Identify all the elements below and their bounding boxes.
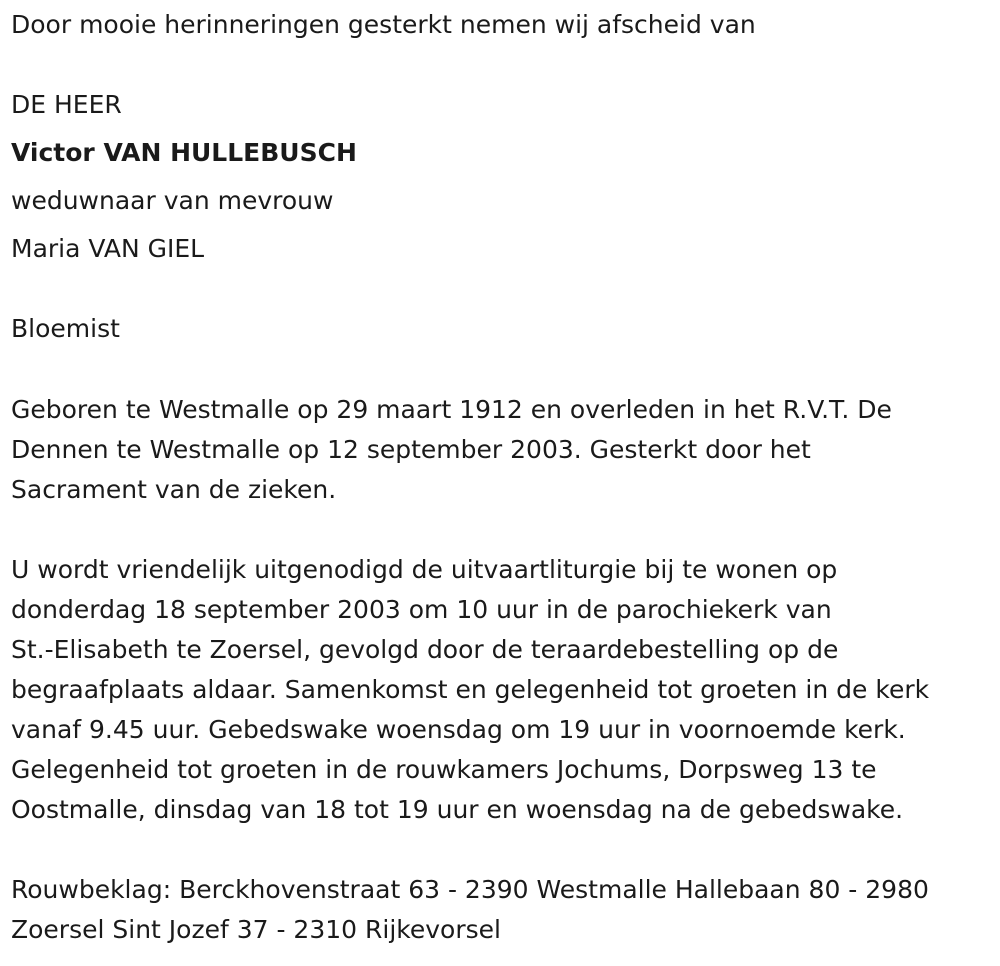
paragraph-line: Geboren te Westmalle op 29 maart 1912 en overleden in het R.V.T. De: [11, 395, 892, 424]
paragraph-line: Gelegenheid tot groeten in de rouwkamers Jochums, Dorpsweg 13 te: [11, 755, 877, 784]
paragraph-line: Oostmalle, dinsdag van 18 tot 19 uur en woensdag na de gebedswake.: [11, 795, 904, 824]
honorific-title: DE HEER: [11, 90, 122, 119]
paragraph-line: U wordt vriendelijk uitgenodigd de uitvaartliturgie bij te wonen op: [11, 555, 838, 584]
relation-text: weduwnaar van mevrouw: [11, 186, 334, 215]
spouse-name: Maria VAN GIEL: [11, 234, 205, 263]
intro-text: Door mooie herinneringen gesterkt nemen wij afscheid van: [11, 10, 756, 39]
paragraph-line: Rouwbeklag: Berckhovenstraat 63 - 2390 Westmalle Hallebaan 80 - 2980: [11, 875, 929, 904]
paragraph-line: St.-Elisabeth te Zoersel, gevolgd door de teraardebestelling op de: [11, 635, 839, 664]
paragraph-line: Zoersel Sint Jozef 37 - 2310 Rijkevorsel: [11, 915, 501, 944]
profession-text: Bloemist: [11, 314, 120, 343]
funeral-paragraph: [11, 550, 929, 830]
condolences-paragraph: [11, 870, 929, 950]
deceased-name: Victor VAN HULLEBUSCH: [11, 138, 357, 167]
paragraph-line: begraafplaats aldaar. Samenkomst en gelegenheid tot groeten in de kerk: [11, 675, 930, 704]
birth-death-paragraph: [11, 390, 892, 510]
paragraph-line: donderdag 18 september 2003 om 10 uur in de parochiekerk van: [11, 595, 832, 624]
paragraph-line: Dennen te Westmalle op 12 september 2003. Gesterkt door het: [11, 435, 811, 464]
paragraph-line: vanaf 9.45 uur. Gebedswake woensdag om 19 uur in voornoemde kerk.: [11, 715, 906, 744]
paragraph-line: Sacrament van de zieken.: [11, 475, 337, 504]
